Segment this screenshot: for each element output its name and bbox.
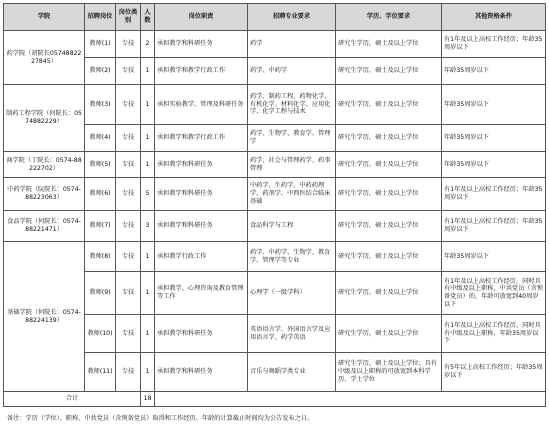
duty-cell: 承担实验教学、管理及科研任务 [155, 85, 248, 125]
table-row [4, 211, 546, 242]
recruitment-table-container [3, 3, 545, 422]
count-cell: 1 [141, 152, 155, 178]
major-cell: 中药学、生药学、中药药理学、药剂学、中西医结合临床基础 [248, 178, 336, 211]
other-cell: 有5年以上高校工作经历；年龄35周岁以下 [442, 353, 546, 392]
count-cell: 1 [141, 242, 155, 272]
total-count: 18 [141, 392, 155, 407]
total-row [4, 392, 546, 407]
table-row [4, 178, 546, 211]
category-cell: 专技 [116, 353, 141, 392]
major-cell: 药学、中药学 [248, 58, 336, 85]
other-cell: 有1年及以上高校工作经历；年龄35周岁以下 [442, 31, 546, 58]
other-cell: 年龄35周岁以下 [442, 58, 546, 85]
count-cell: 1 [141, 315, 155, 353]
other-cell: 有1年及以上高校工作经历，同时具有中级及以上职称，中共党员（含预备党员）的，年龄可放宽到40周岁以下 [442, 272, 546, 315]
duty-cell: 承担教学和科研任务 [155, 152, 248, 178]
other-cell: 年龄35周岁以下 [442, 85, 546, 125]
count-cell: 1 [141, 353, 155, 392]
major-cell: 食品科学与工程 [248, 211, 336, 242]
header-count: 人数 [141, 4, 155, 31]
degree-cell: 研究生学历，硕士及以上学位 [336, 85, 442, 125]
recruitment-table [3, 3, 546, 407]
major-cell: 药学、制药工程、药物化学、有机化学、材料化学、应用化学、化学工程与技术 [248, 85, 336, 125]
position-cell: 教师(6) [85, 178, 116, 211]
other-cell: 有1年及以上高校工作经历；年龄35周岁以下 [442, 178, 546, 211]
header-degree: 学历、学位要求 [336, 4, 442, 31]
college-cell: 制药工程学院（何院长：0574882229） [4, 85, 85, 152]
college-cell: 食品学院（何院长：0574-88221471） [4, 211, 85, 242]
count-cell: 1 [141, 272, 155, 315]
table-row [4, 85, 546, 125]
degree-cell: 研究生学历，硕士及以上学位 [336, 58, 442, 85]
count-cell: 3 [141, 211, 155, 242]
category-cell: 专技 [116, 178, 141, 211]
table-row [4, 272, 546, 315]
degree-cell: 研究生学历，硕士及以上学位 [336, 242, 442, 272]
category-cell: 专技 [116, 31, 141, 58]
table-row [4, 353, 546, 392]
category-cell: 专技 [116, 272, 141, 315]
degree-cell: 研究生学历，硕士及以上学位；具有中级及以上职称的可放宽到本科学历、学士学位 [336, 353, 442, 392]
degree-cell: 研究生学历，硕士及以上学位 [336, 125, 442, 152]
college-cell: 药学院（胡院长0574882227845） [4, 31, 85, 85]
duty-cell: 承担教学和教学行政工作 [155, 58, 248, 85]
degree-cell: 研究生学历，硕士及以上学位 [336, 178, 442, 211]
duty-cell: 承担教学和教学行政工作 [155, 125, 248, 152]
degree-cell: 研究生学历，硕士及以上学位 [336, 211, 442, 242]
header-duty: 岗位职责 [155, 4, 248, 31]
total-label: 合计 [4, 392, 141, 407]
header-college: 学院 [4, 4, 85, 31]
position-cell: 教师(10) [85, 315, 116, 353]
category-cell: 专技 [116, 315, 141, 353]
college-cell: 基础学院（何院长：0574-88224139） [4, 242, 85, 392]
header-major: 招聘专业要求 [248, 4, 336, 31]
degree-cell: 研究生学历，硕士及以上学位 [336, 31, 442, 58]
position-cell: 教师(11) [85, 353, 116, 392]
degree-cell: 研究生学历，硕士及以上学位 [336, 152, 442, 178]
position-cell: 教师(2) [85, 58, 116, 85]
other-cell: 有1年及以上高校工作经历，同时具有中级及以上职称，年龄35周岁以下 [442, 315, 546, 353]
position-cell: 教师(7) [85, 211, 116, 242]
duty-cell: 承担教学和科研任务 [155, 178, 248, 211]
degree-cell: 研究生学历，硕士及以上学位 [336, 315, 442, 353]
major-cell: 药学、生物学、教育学、管理学 [248, 125, 336, 152]
count-cell: 5 [141, 178, 155, 211]
position-cell: 教师(4) [85, 125, 116, 152]
count-cell: 1 [141, 125, 155, 152]
duty-cell: 承担教学和科研任务 [155, 353, 248, 392]
table-row [4, 31, 546, 58]
table-row [4, 315, 546, 353]
category-cell: 专技 [116, 242, 141, 272]
major-cell: 药学、中药学、生物学、教育学、管理学等专业 [248, 242, 336, 272]
major-cell: 药学、社会与管理药学、药事管理 [248, 152, 336, 178]
position-cell: 教师(5) [85, 152, 116, 178]
position-cell: 教师(3) [85, 85, 116, 125]
table-row [4, 242, 546, 272]
category-cell: 专技 [116, 58, 141, 85]
other-cell: 年龄35周岁以下 [442, 125, 546, 152]
position-cell: 教师(1) [85, 31, 116, 58]
college-cell: 商学院（丁院长：0574-88222702） [4, 152, 85, 178]
table-row [4, 152, 546, 178]
position-cell: 教师(8) [85, 242, 116, 272]
table-row [4, 58, 546, 85]
total-empty [155, 392, 546, 407]
header-row [4, 4, 546, 31]
major-cell: 音乐与舞蹈学类专业 [248, 353, 336, 392]
degree-cell: 研究生学历，硕士及以上学位 [336, 272, 442, 315]
count-cell: 2 [141, 31, 155, 58]
count-cell: 1 [141, 58, 155, 85]
position-cell: 教师(9) [85, 272, 116, 315]
duty-cell: 承担教学和科研任务 [155, 315, 248, 353]
duty-cell: 承担教学、心理咨询及教育管理等工作 [155, 272, 248, 315]
duty-cell: 承担教学行政工作 [155, 242, 248, 272]
duty-cell: 承担教学和科研任务 [155, 211, 248, 242]
major-cell: 药学 [248, 31, 336, 58]
category-cell: 专技 [116, 211, 141, 242]
category-cell: 专技 [116, 125, 141, 152]
footnote: 备注：学历（学位）、职称、中共党员（含预备党员）取得和工作经历、年龄的计算截止时间均为公告发布之日。 [7, 415, 314, 422]
other-cell: 年龄35周岁以下 [442, 242, 546, 272]
header-other: 其他资格条件 [442, 4, 546, 31]
header-category: 岗位类别 [116, 4, 141, 31]
category-cell: 专技 [116, 85, 141, 125]
header-position: 招聘岗位 [85, 4, 116, 31]
category-cell: 专技 [116, 152, 141, 178]
other-cell: 年龄35周岁以下 [442, 152, 546, 178]
major-cell: 英语语言学、外国语言学及应用语言学、药学英语 [248, 315, 336, 353]
college-cell: 中药学院（阮院长：0574-88223063） [4, 178, 85, 211]
table-row [4, 125, 546, 152]
count-cell: 1 [141, 85, 155, 125]
other-cell: 有1年及以上高校工作经历；年龄35周岁以下 [442, 211, 546, 242]
duty-cell: 承担教学和科研任务 [155, 31, 248, 58]
major-cell: 心理学（一级学科） [248, 272, 336, 315]
